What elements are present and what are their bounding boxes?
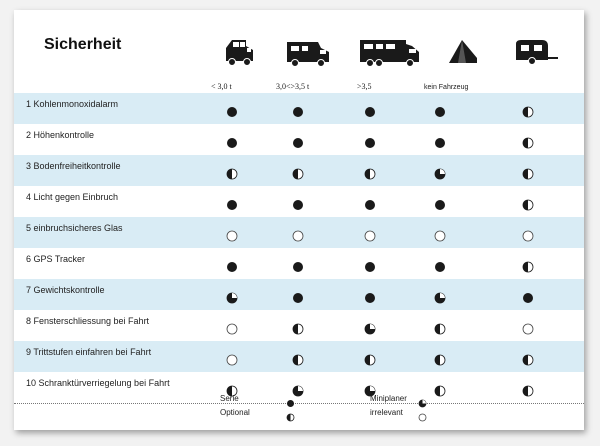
- camper-van-icon: [284, 36, 332, 68]
- mark-empty-icon: [522, 322, 534, 334]
- table-row: [14, 341, 584, 372]
- mark-half-icon: [522, 260, 534, 272]
- mark-full-icon: [434, 260, 446, 272]
- mark-half-icon: [522, 105, 534, 117]
- table-row: [14, 217, 584, 248]
- mark-half-icon: [292, 353, 304, 365]
- mark-full-icon: [522, 291, 534, 303]
- mark-empty-icon: [522, 229, 534, 241]
- mark-full-icon: [292, 105, 304, 117]
- row-label: 7 Gewichtskontrolle: [26, 285, 105, 295]
- row-label: 4 Licht gegen Einbruch: [26, 192, 119, 202]
- mark-half-icon: [522, 353, 534, 365]
- row-label: 9 Trittstufen einfahren bei Fahrt: [26, 347, 152, 357]
- mark-half-icon: [522, 384, 534, 396]
- mark-empty-icon: [364, 229, 376, 241]
- mark-three-quarter-icon: [434, 291, 446, 303]
- mark-three-quarter-icon: [434, 167, 446, 179]
- mark-full-icon: [364, 291, 376, 303]
- legend-label-serie: Serie: [220, 394, 239, 403]
- row-label: 6 GPS Tracker: [26, 254, 86, 264]
- mark-half-icon: [434, 322, 446, 334]
- legend-mark-full-icon: [286, 395, 295, 404]
- row-label: 1 Kohlenmonoxidalarm: [26, 99, 119, 109]
- motorhome-icon: [358, 36, 422, 68]
- mark-empty-icon: [226, 353, 238, 365]
- row-label: 10 Schranktürverriegelung bei Fahrt: [26, 378, 170, 388]
- mark-half-icon: [226, 167, 238, 179]
- mark-full-icon: [226, 136, 238, 148]
- mark-full-icon: [292, 260, 304, 272]
- mark-empty-icon: [226, 229, 238, 241]
- small-van-icon: [222, 36, 256, 68]
- row-label: 8 Fensterschliessung bei Fahrt: [26, 316, 150, 326]
- legend-label-irrelevant: irrelevant: [370, 408, 403, 417]
- table-row: [14, 279, 584, 310]
- legend-mark-three-quarter-icon: [418, 395, 427, 404]
- column-label-no-vehicle: kein Fahrzeug: [424, 84, 469, 91]
- legend-label-miniplaner: Miniplaner: [370, 394, 407, 403]
- mark-full-icon: [292, 198, 304, 210]
- caravan-icon: [512, 36, 560, 68]
- mark-full-icon: [226, 260, 238, 272]
- mark-three-quarter-icon: [364, 322, 376, 334]
- security-table-card: [14, 10, 584, 430]
- mark-full-icon: [226, 105, 238, 117]
- table-row: [14, 155, 584, 186]
- mark-full-icon: [292, 291, 304, 303]
- mark-full-icon: [434, 136, 446, 148]
- mark-half-icon: [364, 167, 376, 179]
- table-row: [14, 248, 584, 279]
- column-label-under-3t: < 3,0 t: [211, 82, 232, 91]
- row-label: 3 Bodenfreiheitkontrolle: [26, 161, 121, 171]
- mark-full-icon: [364, 198, 376, 210]
- column-label-over-3-5t: >3,5: [357, 82, 372, 91]
- column-label-3-to-3-5t: 3,0<>3,5 t: [276, 82, 310, 91]
- legend-divider: [14, 403, 584, 404]
- mark-full-icon: [434, 198, 446, 210]
- mark-full-icon: [364, 136, 376, 148]
- tent-icon: [446, 36, 480, 68]
- mark-full-icon: [364, 260, 376, 272]
- table-title: Sicherheit: [44, 36, 122, 53]
- table-row: [14, 310, 584, 341]
- mark-full-icon: [434, 105, 446, 117]
- mark-half-icon: [364, 353, 376, 365]
- legend-mark-half-icon: [286, 409, 295, 418]
- mark-half-icon: [522, 136, 534, 148]
- mark-empty-icon: [226, 322, 238, 334]
- mark-half-icon: [434, 353, 446, 365]
- table-row: [14, 186, 584, 217]
- mark-full-icon: [292, 136, 304, 148]
- mark-half-icon: [522, 167, 534, 179]
- table-row: [14, 372, 584, 403]
- table-row: [14, 124, 584, 155]
- mark-full-icon: [226, 198, 238, 210]
- mark-empty-icon: [292, 229, 304, 241]
- mark-empty-icon: [434, 229, 446, 241]
- row-label: 2 Höhenkontrolle: [26, 130, 95, 140]
- mark-half-icon: [292, 322, 304, 334]
- legend-label-optional: Optional: [220, 408, 250, 417]
- mark-half-icon: [292, 167, 304, 179]
- row-label: 5 einbruchsicheres Glas: [26, 223, 123, 233]
- feature-rows: [14, 93, 584, 403]
- mark-three-quarter-icon: [226, 291, 238, 303]
- mark-half-icon: [434, 384, 446, 396]
- table-row: [14, 93, 584, 124]
- legend-mark-empty-icon: [418, 409, 427, 418]
- mark-half-icon: [522, 198, 534, 210]
- mark-full-icon: [364, 105, 376, 117]
